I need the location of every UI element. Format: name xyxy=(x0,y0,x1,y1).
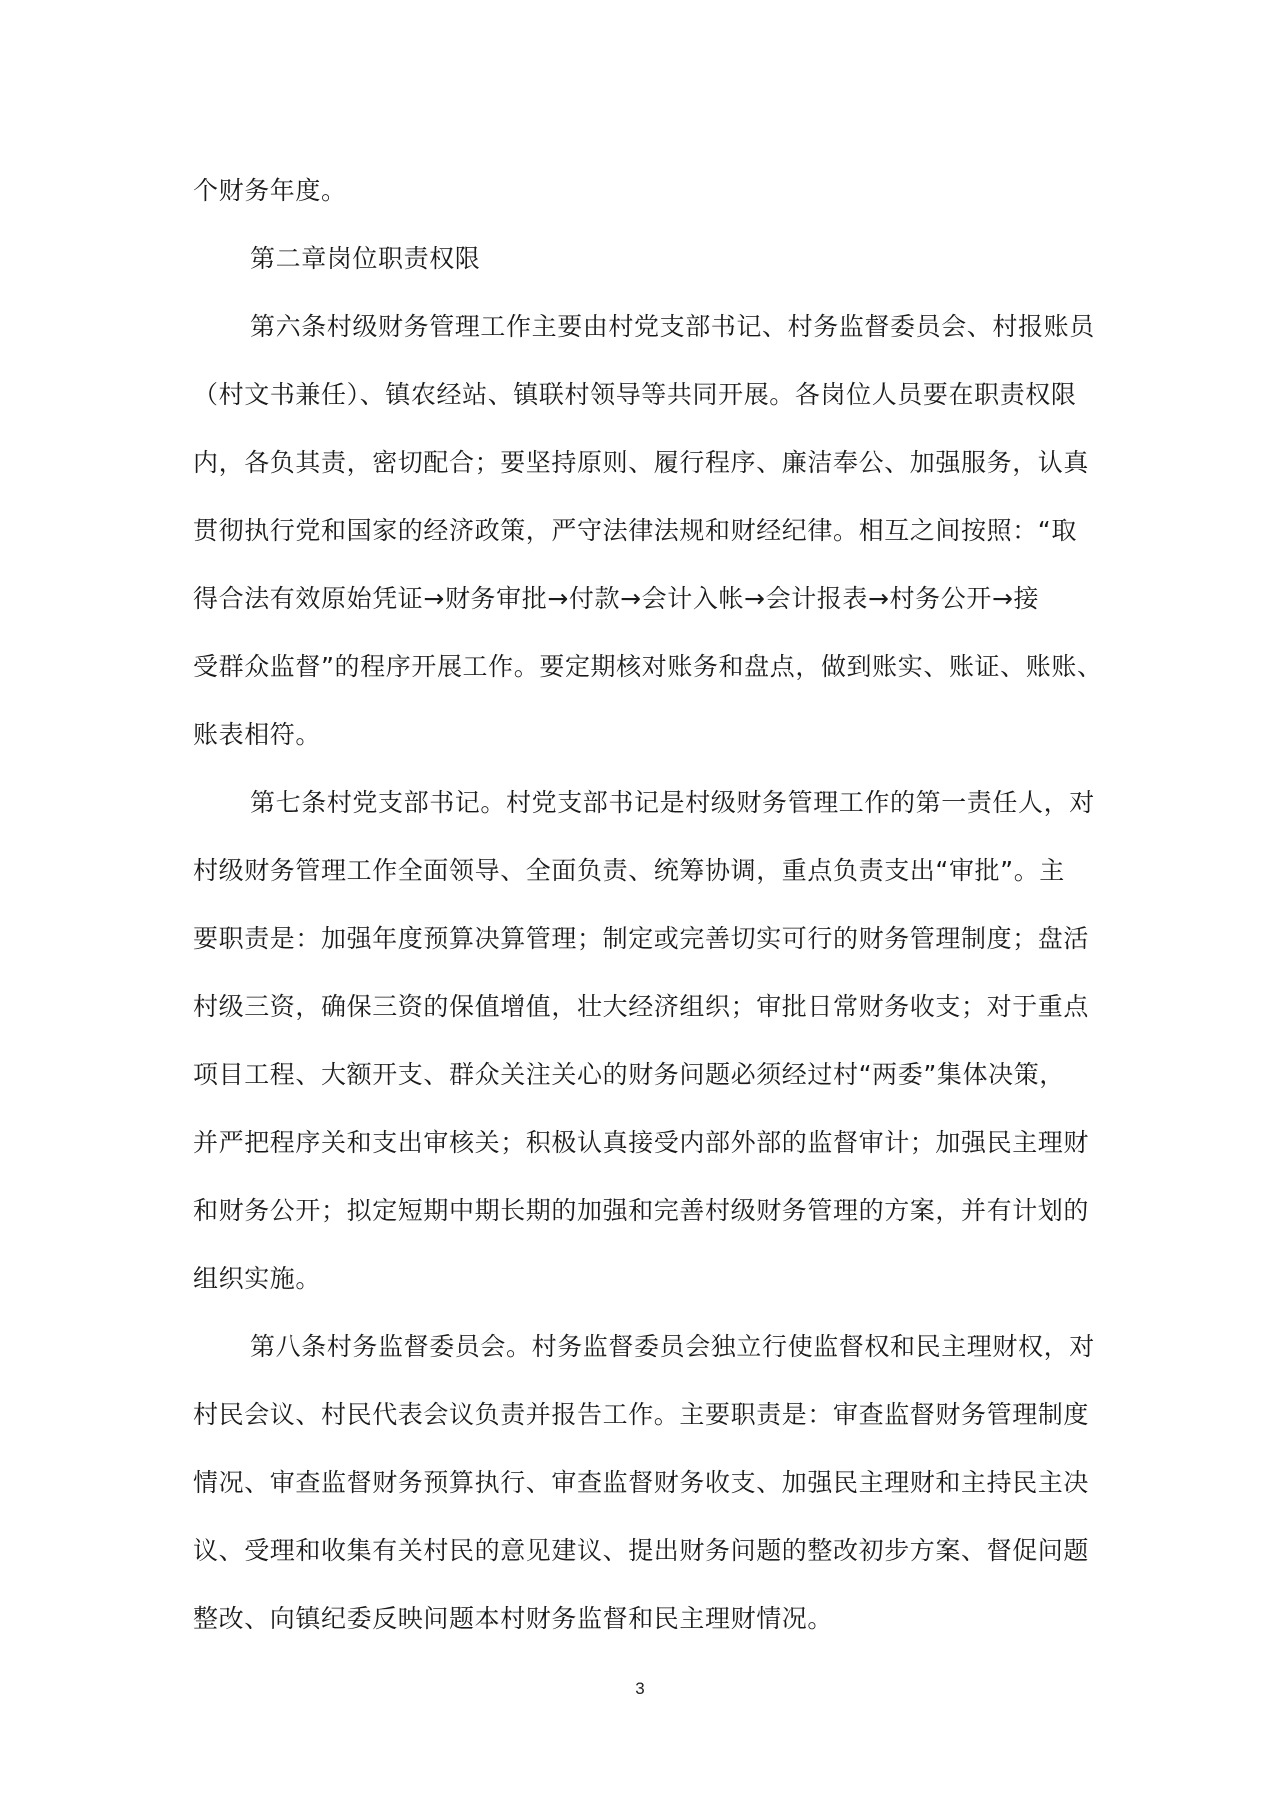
article-6-line: （村文书兼任）、镇农经站、镇联村领导等共同开展。各岗位人员要在职责权限 xyxy=(193,380,1077,409)
article-6-line: 得合法有效原始凭证→财务审批→付款→会计入帐→会计报表→村务公开→接 xyxy=(193,584,1040,613)
article-7-line: 要职责是：加强年度预算决算管理；制定或完善切实可行的财务管理制度；盘活 xyxy=(193,924,1090,953)
article-8-line: 整改、向镇纪委反映问题本村财务监督和民主理财情况。 xyxy=(193,1604,834,1633)
article-6-line: 第六条村级财务管理工作主要由村党支部书记、村务监督委员会、村报账员 xyxy=(250,312,1095,341)
article-8-line: 村民会议、村民代表会议负责并报告工作。主要职责是：审查监督财务管理制度 xyxy=(193,1400,1090,1429)
article-7-line: 组织实施。 xyxy=(193,1264,322,1293)
article-6-line: 账表相符。 xyxy=(193,720,322,749)
article-8-line: 议、受理和收集有关村民的意见建议、提出财务问题的整改初步方案、督促问题 xyxy=(193,1536,1090,1565)
article-7-line: 项目工程、大额开支、群众关注关心的财务问题必须经过村“两委”集体决策， xyxy=(193,1060,1065,1089)
article-7-line: 村级财务管理工作全面领导、全面负责、统筹协调，重点负责支出“审批”。主 xyxy=(193,856,1065,885)
article-7-line: 并严把程序关和支出审核关；积极认真接受内部外部的监督审计；加强民主理财 xyxy=(193,1128,1090,1157)
chapter-heading: 第二章岗位职责权限 xyxy=(250,244,481,273)
article-7-line: 和财务公开；拟定短期中期长期的加强和完善村级财务管理的方案，并有计划的 xyxy=(193,1196,1090,1225)
article-6-line: 贯彻执行党和国家的经济政策，严守法律法规和财经纪律。相互之间按照：“取 xyxy=(193,516,1077,545)
article-8-line: 情况、审查监督财务预算执行、审查监督财务收支、加强民主理财和主持民主决 xyxy=(193,1468,1090,1497)
article-7-line: 第七条村党支部书记。村党支部书记是村级财务管理工作的第一责任人，对 xyxy=(250,788,1095,817)
article-6-line: 内，各负其责，密切配合；要坚持原则、履行程序、廉洁奉公、加强服务，认真 xyxy=(193,448,1090,477)
article-8-line: 第八条村务监督委员会。村务监督委员会独立行使监督权和民主理财权，对 xyxy=(250,1332,1095,1361)
text-line: 个财务年度。 xyxy=(193,176,347,205)
article-7-line: 村级三资，确保三资的保值增值，壮大经济组织；审批日常财务收支；对于重点 xyxy=(193,992,1090,1021)
page-number: 3 xyxy=(635,1679,645,1698)
article-6-line: 受群众监督”的程序开展工作。要定期核对账务和盘点，做到账实、账证、账账、 xyxy=(193,652,1103,681)
